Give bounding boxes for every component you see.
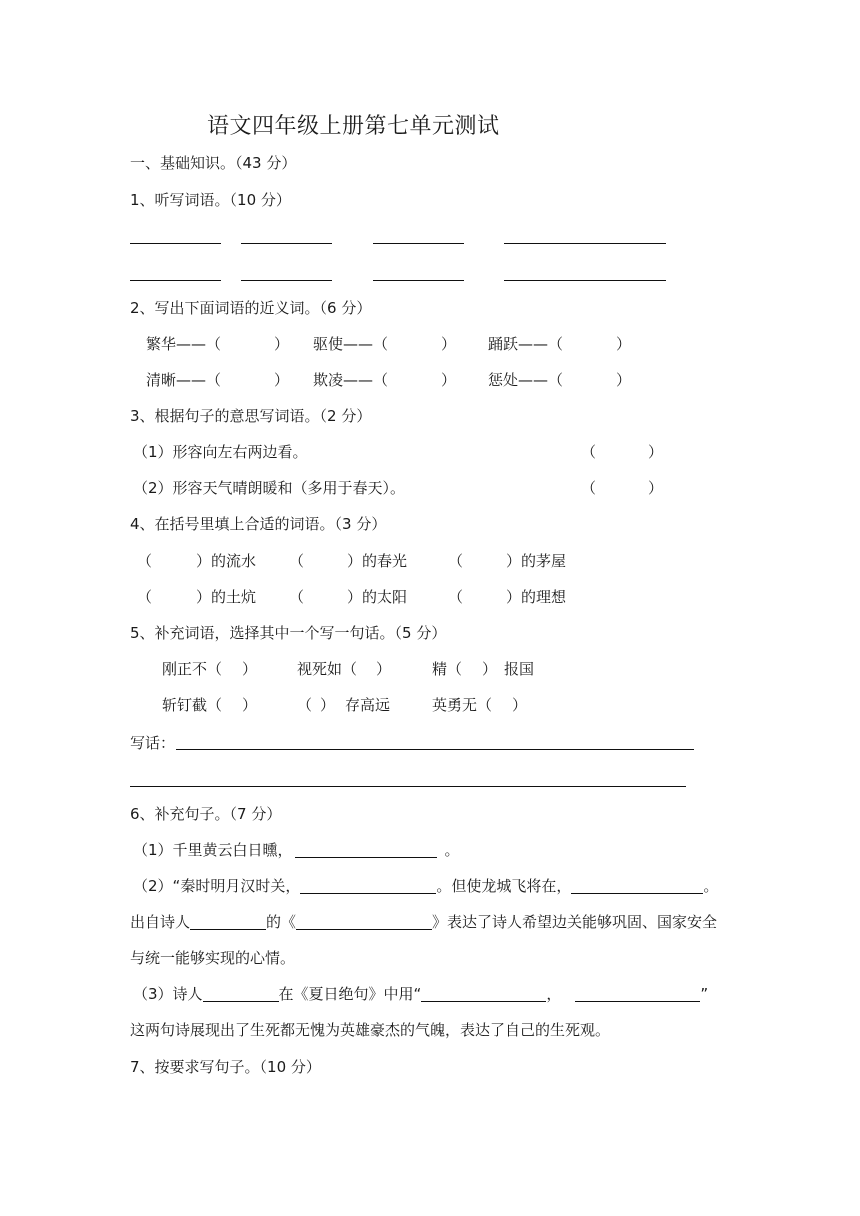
sentence-text: （3）诗人: [133, 985, 203, 1003]
write-blank[interactable]: [130, 786, 686, 787]
fill-item: ）的太阳: [347, 588, 408, 606]
dictation-blank[interactable]: [130, 243, 221, 244]
synonym-item: 驱使——（: [313, 335, 389, 353]
q7-heading: 7、按要求写句子。（10 分）: [130, 1058, 321, 1076]
idiom-part: 刚正不（: [162, 660, 223, 678]
bracket-close: ）: [441, 335, 457, 353]
sentence-text: 。但使龙城飞将在，: [436, 877, 572, 895]
sentence-text: 这两句诗展现出了生死都无愧为英雄豪杰的气魄，表达了自己的生死观。: [130, 1021, 611, 1039]
idiom-part: 精（: [432, 660, 463, 678]
sentence-text: 》表达了诗人希望边关能够巩固、国家安全: [432, 913, 718, 931]
bracket-close: ）: [648, 443, 664, 461]
synonym-item: 踊跃——（: [488, 335, 564, 353]
synonym-item: 欺凌——（: [313, 371, 389, 389]
idiom-part: 存高远: [345, 696, 391, 714]
dictation-blank[interactable]: [241, 280, 332, 281]
dictation-blank[interactable]: [373, 280, 464, 281]
fill-item: ）的流水: [196, 552, 257, 570]
dictation-blank[interactable]: [130, 280, 221, 281]
idiom-part: ）: [512, 696, 528, 714]
sentence-line: [130, 912, 717, 932]
sentence-text: 。: [703, 877, 719, 895]
fill-item: ）的茅屋: [506, 552, 567, 570]
idiom-part: （: [297, 696, 313, 714]
bracket-close: ）: [274, 335, 290, 353]
answer-blank[interactable]: [190, 915, 266, 930]
bracket-open: （: [448, 588, 464, 606]
idiom-part: ）: [482, 660, 498, 678]
bracket-open: （: [137, 552, 153, 570]
q4-heading: 4、在括号里填上合适的词语。（3 分）: [130, 515, 387, 533]
sentence-line: [133, 840, 460, 860]
sentence-text: 的《: [266, 913, 297, 931]
definition-item: （2）形容天气晴朗暖和（多用于春天）。: [133, 479, 406, 497]
bracket-open: （: [289, 588, 305, 606]
fill-item: ）的春光: [347, 552, 408, 570]
bracket-close: ）: [616, 371, 632, 389]
answer-blank[interactable]: [300, 879, 436, 894]
idiom-part: 视死如（: [297, 660, 358, 678]
bracket-close: ）: [441, 371, 457, 389]
bracket-close: ）: [648, 479, 664, 497]
idiom-part: 斩钉截（: [162, 696, 223, 714]
synonym-item: 清晰——（: [146, 371, 222, 389]
q6-heading: 6、补充句子。（7 分）: [130, 805, 282, 823]
sentence-text: 与统一能够实现的心情。: [130, 949, 296, 967]
idiom-part: ）: [242, 696, 258, 714]
sentence-text: （2）“秦时明月汉时关，: [133, 877, 301, 895]
synonym-item: 惩处——（: [488, 371, 564, 389]
dictation-blank[interactable]: [504, 243, 666, 244]
bracket-open: （: [289, 552, 305, 570]
bracket-open: （: [581, 479, 597, 497]
sentence-text: 出自诗人: [130, 913, 191, 931]
bracket-open: （: [581, 443, 597, 461]
q3-heading: 3、根据句子的意思写词语。（2 分）: [130, 407, 372, 425]
idiom-part: 报国: [504, 660, 535, 678]
write-label: 写话：: [130, 734, 176, 752]
bracket-open: （: [448, 552, 464, 570]
sentence-text: 在《夏日绝句》中用“: [278, 985, 422, 1003]
q5-heading: 5、补充词语，选择其中一个写一句话。（5 分）: [130, 624, 447, 642]
definition-item: （1）形容向左右两边看。: [133, 443, 308, 461]
idiom-part: 英勇无（: [432, 696, 493, 714]
page-title: 语文四年级上册第七单元测试: [207, 114, 500, 139]
sentence-text: ”: [700, 985, 709, 1003]
bracket-open: （: [137, 588, 153, 606]
sentence-line: [133, 876, 718, 896]
q2-heading: 2、写出下面词语的近义词。（6 分）: [130, 299, 372, 317]
dictation-blank[interactable]: [504, 280, 666, 281]
idiom-part: ）: [376, 660, 392, 678]
section-heading: 一、基础知识。（43 分）: [130, 154, 297, 172]
sentence-text: ，: [546, 985, 562, 1003]
answer-blank[interactable]: [421, 987, 546, 1002]
bracket-close: ）: [274, 371, 290, 389]
synonym-item: 繁华——（: [146, 335, 222, 353]
idiom-part: ）: [320, 696, 336, 714]
write-blank[interactable]: [176, 749, 694, 750]
answer-blank[interactable]: [571, 879, 703, 894]
idiom-part: ）: [242, 660, 258, 678]
bracket-close: ）: [616, 335, 632, 353]
answer-blank[interactable]: [296, 915, 432, 930]
q1-heading: 1、听写词语。（10 分）: [130, 191, 291, 209]
sentence-text: 。: [444, 841, 460, 859]
fill-item: ）的土炕: [196, 588, 257, 606]
dictation-blank[interactable]: [241, 243, 332, 244]
sentence-text: （1）千里黄云白日曛，: [133, 841, 293, 859]
sentence-line: [133, 984, 708, 1004]
answer-blank[interactable]: [203, 987, 279, 1002]
dictation-blank[interactable]: [373, 243, 464, 244]
answer-blank[interactable]: [575, 987, 700, 1002]
answer-blank[interactable]: [295, 843, 437, 858]
fill-item: ）的理想: [506, 588, 567, 606]
